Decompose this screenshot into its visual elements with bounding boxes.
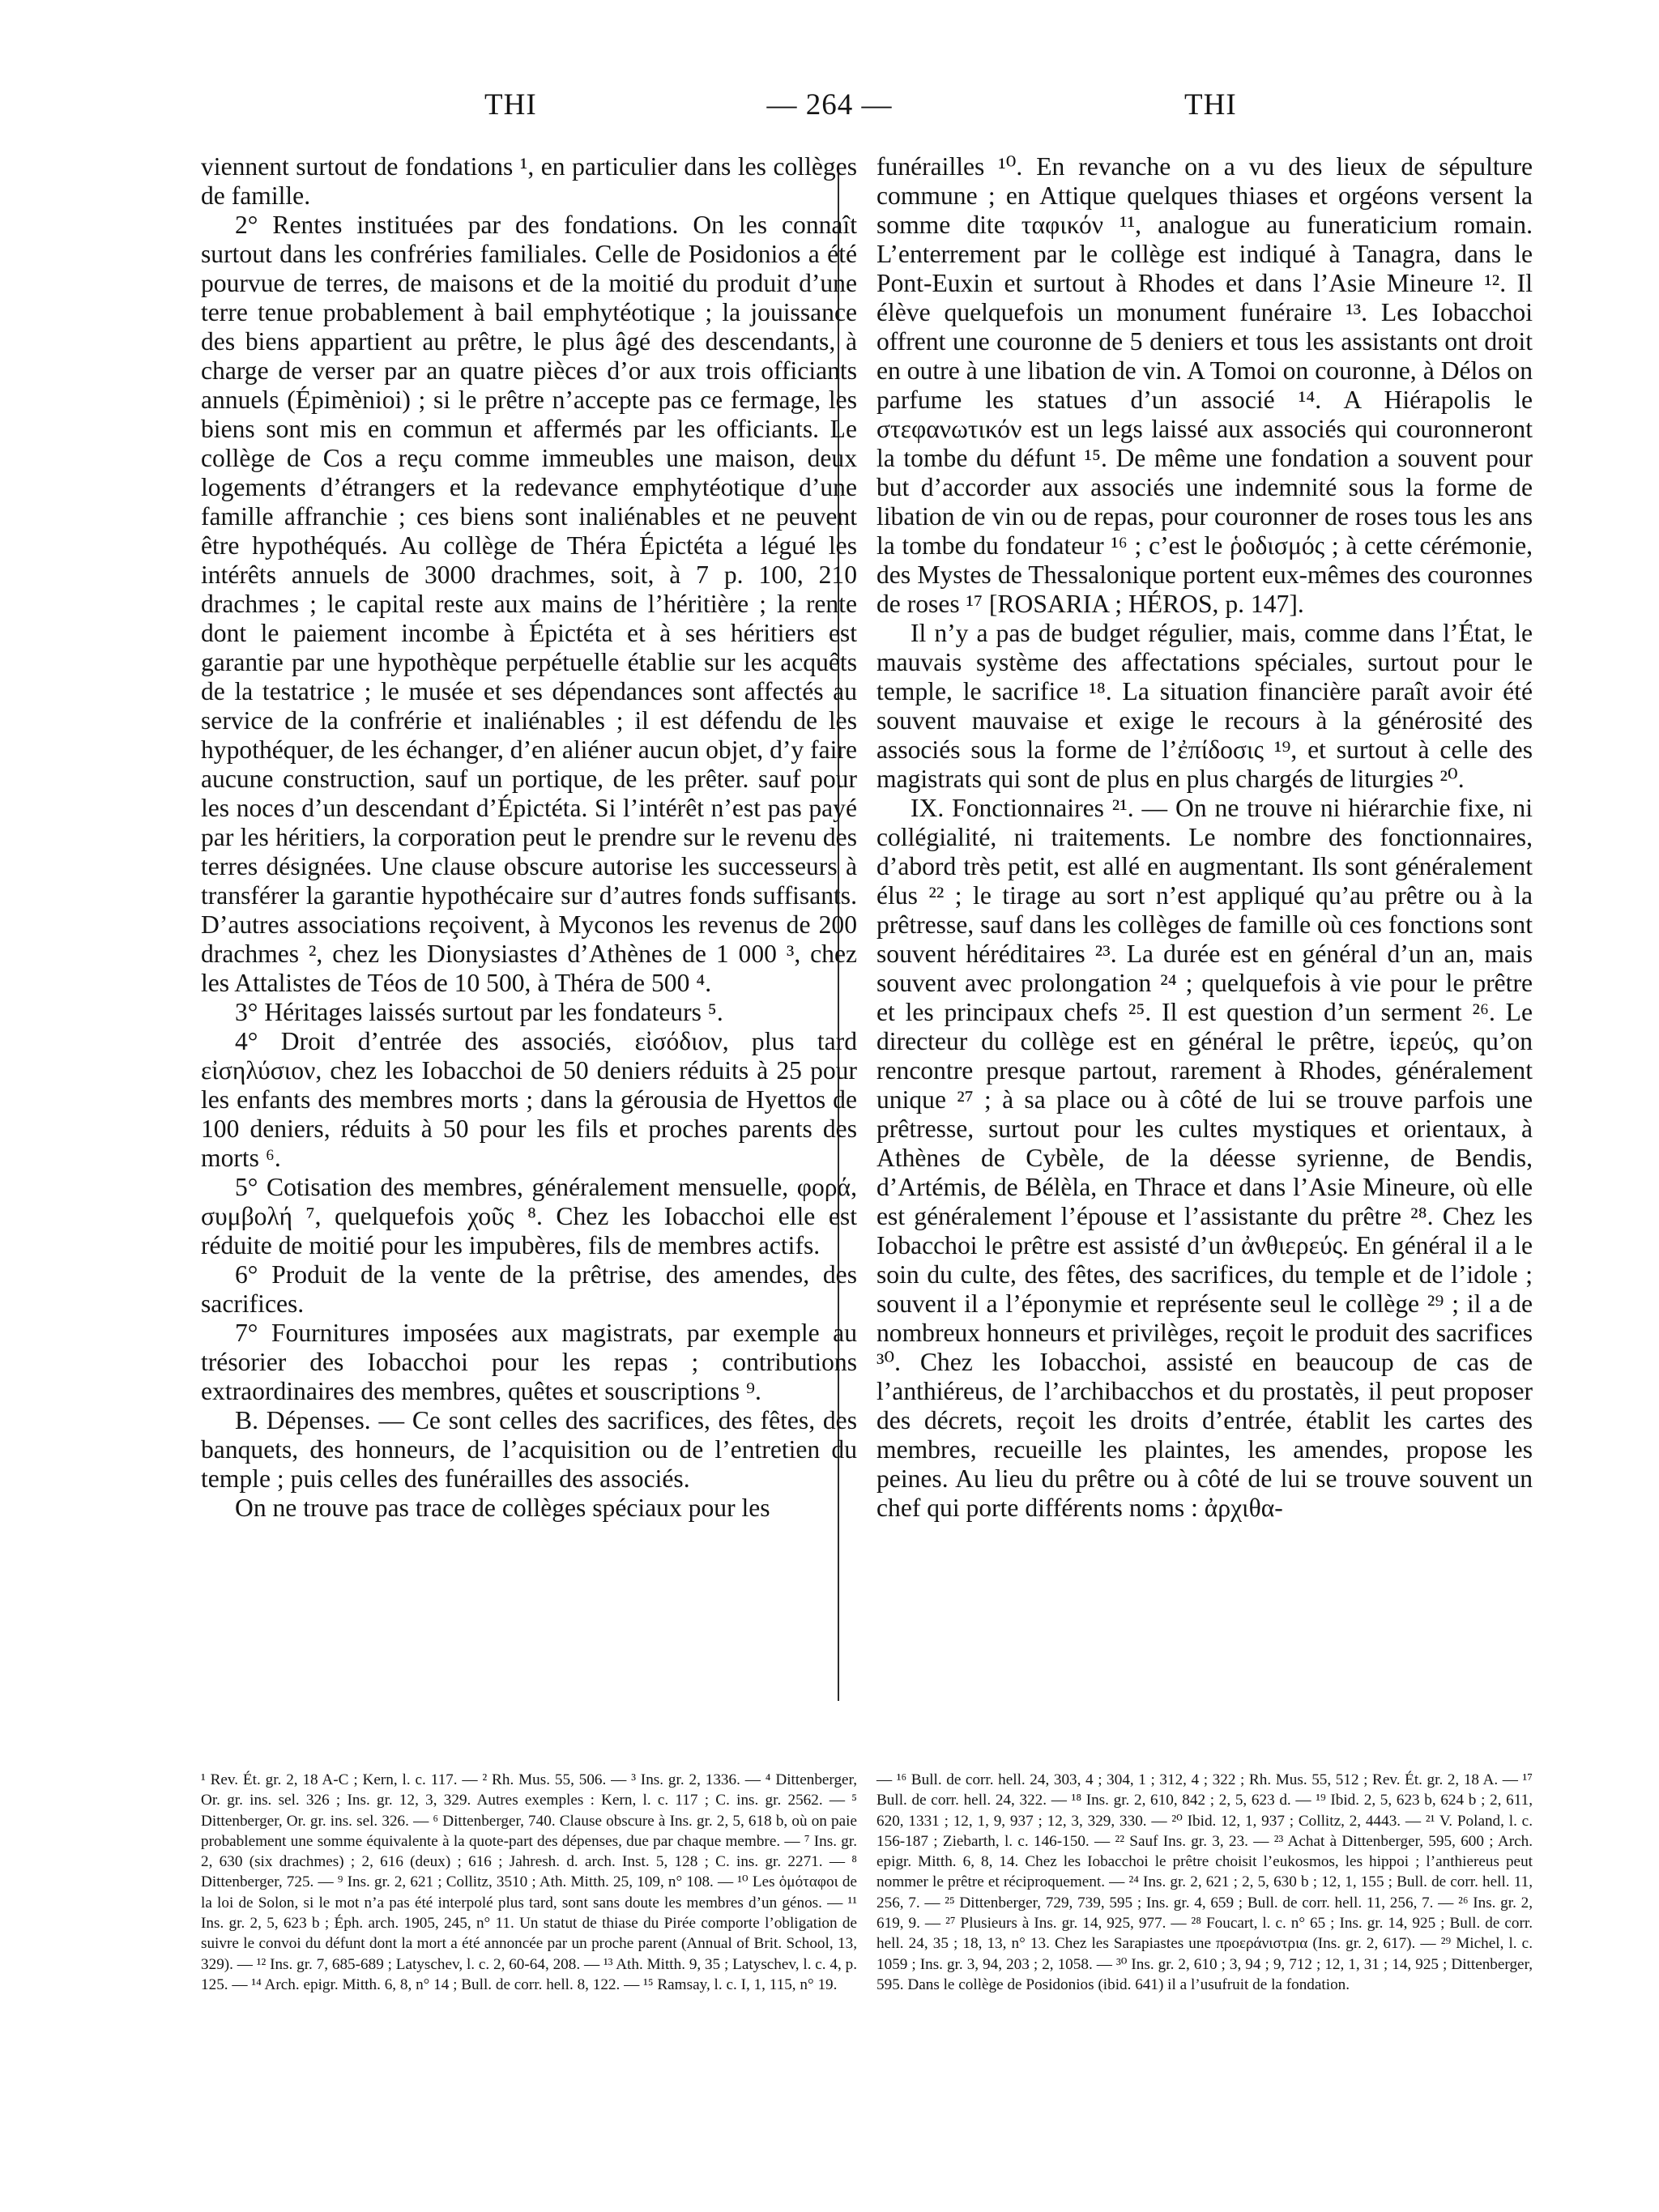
running-head-right: THI bbox=[1184, 88, 1237, 121]
running-head-left: THI bbox=[484, 88, 537, 121]
paragraph: 4° Droit d’entrée des associés, εἰσόδιον, plus tard εἰσηλύσιον, chez les Iobacchoi de 50 deniers réduits à 25 pour les enfants des membres morts ; dans la gérousia de Hyettos de 100 deniers, réduits à 50 pour les fils et proches parents des morts ⁶. bbox=[201, 1027, 857, 1172]
footnotes-left bbox=[201, 1770, 857, 1995]
paragraph: B. Dépenses. — Ce sont celles des sacrifices, des fêtes, des banquets, des honneurs, de l’acquisition ou de l’entretien du temple ; puis celles des funérailles des associés. bbox=[201, 1406, 857, 1493]
paragraph: Il n’y a pas de budget régulier, mais, comme dans l’État, le mauvais système des affectations spéciales, surtout pour le temple, le sacrifice ¹⁸. La situation financière paraît avoir été souvent mauvaise et exige le recours à la générosité des associés sous la forme de l’ἐπίδοσις ¹⁹, et surtout à celle des magistrats qui sont de plus en plus chargés de liturgies ²⁰. bbox=[876, 619, 1533, 793]
footnote-block: ¹ Rev. Ét. gr. 2, 18 A-C ; Kern, l. c. 117. — ² Rh. Mus. 55, 506. — ³ Ins. gr. 2, 1336. — ⁴ Dittenberger, Or. gr. ins. sel. 326 ; Ins. gr. 12, 3, 329. Autres exemples : Kern, l. c. 117 ; C. ins. gr. 2562. — ⁵ Dittenberger, Or. gr. ins. sel. 326. — ⁶ Dittenberger, 740. Clause obscure à Ins. gr. 2, 5, 618 b, où on paie probablement une somme équivalente à la quote-part des dépenses, due par chaque membre. — ⁷ Ins. gr. 2, 630 (six drachmes) ; 2, 616 (deux) ; 616 ; Jahresh. d. arch. Inst. 5, 128 ; C. ins. gr. 2271. — ⁸ Dittenberger, 725. — ⁹ Ins. gr. 2, 621 ; Collitz, 3510 ; Ath. Mitth. 25, 109, n° 108. — ¹⁰ Les ὁμόταφοι de la loi de Solon, si le mot n’a pas été interpolé plus tard, sont sans doute les membres d’un génos. — ¹¹ Ins. gr. 2, 5, 623 b ; Éph. arch. 1905, 245, n° 11. Un statut de thiase du Pirée comporte l’obligation de suivre le convoi du défunt dont la mort a été annoncée par un proche parent (Annual of Brit. School, 13, 329). — ¹² Ins. gr. 7, 685-689 ; Latyschev, l. c. 2, 60-64, 208. — ¹³ Ath. Mitth. 9, 35 ; Latyschev, l. c. 4, p. 125. — ¹⁴ Arch. epigr. Mitth. 6, 8, n° 14 ; Bull. de corr. hell. 8, 122. — ¹⁵ Ramsay, l. c. I, 1, 115, n° 19. bbox=[201, 1771, 857, 1993]
paragraph: 7° Fournitures imposées aux magistrats, par exemple au trésorier des Iobacchoi pour les repas ; contributions extraordinaires des membres, quêtes et souscriptions ⁹. bbox=[201, 1319, 857, 1405]
paragraph: 3° Héritages laissés surtout par les fondateurs ⁵. bbox=[235, 998, 723, 1026]
paragraph: funérailles ¹⁰. En revanche on a vu des lieux de sépulture commune ; en Attique quelques thiases et orgéons versent la somme dite ταφικόν ¹¹, analogue au funeraticium romain. L’enterrement par le collège est indiqué à Tanagra, dans le Pont-Euxin et surtout à Rhodes et dans l’Asie Mineure ¹². Il élève quelquefois un monument funéraire ¹³. Les Iobacchoi offrent une couronne de 5 deniers et tous les assistants ont droit en outre à une libation de vin. A Tomoi on couronne, à Délos on parfume les statues d’un associé ¹⁴. A Hiérapolis le στεφανωτικόν est un legs laissé aux associés qui couronneront la tombe du défunt ¹⁵. De même une fondation a souvent pour but d’accorder aux associés une indemnité sous la forme de libation de vin ou de repas, pour couronner de roses tous les ans la tombe du fondateur ¹⁶ ; c’est le ῥοδισμός ; à cette cérémonie, des Mystes de Thessalonique portent eux-mêmes des couronnes de roses ¹⁷ [ROSARIA ; HÉROS, p. 147]. bbox=[876, 152, 1533, 618]
footnote-block: — ¹⁶ Bull. de corr. hell. 24, 303, 4 ; 304, 1 ; 312, 4 ; 322 ; Rh. Mus. 55, 512 ; Rev. Ét. gr. 2, 18 A. — ¹⁷ Bull. de corr. hell. 24, 322. — ¹⁸ Ins. gr. 2, 610, 842 ; 2, 5, 623 d. — ¹⁹ Ibid. 2, 5, 623 b, 624 b ; 2, 611, 620, 1331 ; 12, 1, 9, 937 ; 12, 3, 329, 330. — ²⁰ Ibid. 12, 1, 937 ; Collitz, 2, 4443. — ²¹ V. Poland, l. c. 156-187 ; Ziebarth, l. c. 146-150. — ²² Sauf Ins. gr. 3, 23. — ²³ Achat à Dittenberger, 595, 600 ; Arch. epigr. Mitth. 6, 8, 14. Chez les Iobacchoi le prêtre choisit l’eukosmos, les hippoi ; l’anthiereus peut nommer le prêtre et réciproquement. — ²⁴ Ins. gr. 2, 621 ; 2, 5, 630 b ; 12, 1, 155 ; Bull. de corr. hell. 11, 256, 7. — ²⁵ Dittenberger, 729, 739, 595 ; Ins. gr. 4, 659 ; Bull. de corr. hell. 11, 256, 7. — ²⁶ Ins. gr. 2, 619, 9. — ²⁷ Plusieurs à Ins. gr. 14, 925, 977. — ²⁸ Foucart, l. c. n° 65 ; Ins. gr. 14, 925 ; Bull. de corr. hell. 24, 35 ; 18, 13, n° 13. Chez les Sarapiastes une προεράνιστρια (Ins. gr. 2, 617). — ²⁹ Michel, l. c. 1059 ; Ins. gr. 3, 94, 203 ; 2, 1058. — ³⁰ Ins. gr. 2, 610 ; 3, 94 ; 9, 712 ; 12, 1, 31 ; 14, 925 ; Dittenberger, 595. Dans le collège de Posidonios (ibid. 641) il a l’usufruit de la fondation. bbox=[876, 1771, 1533, 1993]
right-column bbox=[876, 152, 1533, 1523]
paragraph: 5° Cotisation des membres, généralement mensuelle, φορά, συμβολή ⁷, quelquefois χοῦς ⁸. Chez les Iobacchoi elle est réduite de moitié pour les impubères, fils de membres actifs. bbox=[201, 1173, 857, 1259]
left-column bbox=[201, 152, 857, 1523]
paragraph: 6° Produit de la vente de la prêtrise, des amendes, des sacrifices. bbox=[201, 1260, 857, 1318]
paragraph: IX. Fonctionnaires ²¹. — On ne trouve ni hiérarchie fixe, ni collégialité, ni traitements. Le nombre des fonctionnaires, d’abord très petit, est allé en augmentant. Ils sont généralement élus ²² ; le tirage au sort n’est appliqué qu’au prêtre ou à la prêtresse, sauf dans les collèges de famille où ces fonctions sont souvent héréditaires ²³. La durée est en général d’un an, mais souvent avec prolongation ²⁴ ; quelquefois à vie pour le prêtre et les principaux chefs ²⁵. Il est question d’un serment ²⁶. Le directeur du collège est en général le prêtre, ἱερεύς, qu’on rencontre presque partout, rarement à Rhodes, généralement unique ²⁷ ; à sa place ou à côté de lui se trouve parfois une prêtresse, surtout pour les cultes mystiques et orientaux, à Athènes de Cybèle, de la déesse syrienne, de Bendis, d’Artémis, de Bélèla, en Thrace et dans l’Asie Mineure, où elle est généralement l’épouse et l’assistante du prêtre ²⁸. Chez les Iobacchoi le prêtre est assisté d’un ἀνθιερεύς. En général il a le soin du culte, des fêtes, des sacrifices, du temple et de l’idole ; souvent il a l’éponymie et représente seul le collège ²⁹ ; il a de nombreux honneurs et privilèges, reçoit le produit des sacrifices ³⁰. Chez les Iobacchoi, assisté en beaucoup de cas de l’anthiéreus, de l’archibacchos et du prostatès, il peut proposer des décrets, reçoit les droits d’entrée, établit les cartes des membres, recueille les plaintes, les amendes, propose les peines. Au lieu du prêtre ou à côté de lui se trouve souvent un chef qui porte différents noms : ἀρχιθα- bbox=[876, 794, 1533, 1522]
paragraph: On ne trouve pas trace de collèges spéciaux pour les bbox=[235, 1494, 770, 1522]
paragraph: viennent surtout de fondations ¹, en particulier dans les collèges de famille. bbox=[201, 152, 857, 210]
page-number: — 264 — bbox=[766, 88, 893, 121]
footnotes-right bbox=[876, 1770, 1533, 1995]
paragraph: 2° Rentes instituées par des fondations. On les connaît surtout dans les confréries familiales. Celle de Posidonios a été pourvue de terres, de maisons et de la moitié du produit d’une terre tenue probablement à bail emphytéotique ; la jouissance des biens appartient au prêtre, le plus âgé des descendants, à charge de verser par an quatre pièces d’or aux trois officiants annuels (Épimènioi) ; si le prêtre n’accepte pas ce fermage, les biens sont mis en commun et affermés par les officiants. Le collège de Cos a reçu comme immeubles une maison, deux logements d’étrangers et la redevance emphytéotique d’une famille affranchie ; ces biens sont inaliénables et ne peuvent être hypothéqués. Au collège de Théra Épictéta a légué les intérêts annuels de 3000 drachmes, soit, à 7 p. 100, 210 drachmes ; le capital reste aux mains de l’héritière ; la rente dont le paiement incombe à Épictéta et à ses héritiers est garantie par une hypothèque perpétuelle établie sur les acquêts de la testatrice ; le musée et ses dépendances sont affectés au service de la confrérie et inaliénables ; il est défendu de les hypothéquer, de les échanger, d’en aliéner aucun objet, d’y faire aucune construction, sauf un portique, de les prêter. sauf pour les noces d’un descendant d’Épictéta. Si l’intérêt n’est pas payé par les héritiers, la corporation peut le prendre sur le revenu des terres désignées. Une clause obscure autorise les successeurs à transférer la garantie hypothécaire sur d’autres fonds suffisants. D’autres associations reçoivent, à Myconos les revenus de 200 drachmes ², chez les Dionysiastes d’Athènes de 1 000 ³, chez les Attalistes de Téos de 10 500, à Théra de 500 ⁴. bbox=[201, 211, 857, 997]
